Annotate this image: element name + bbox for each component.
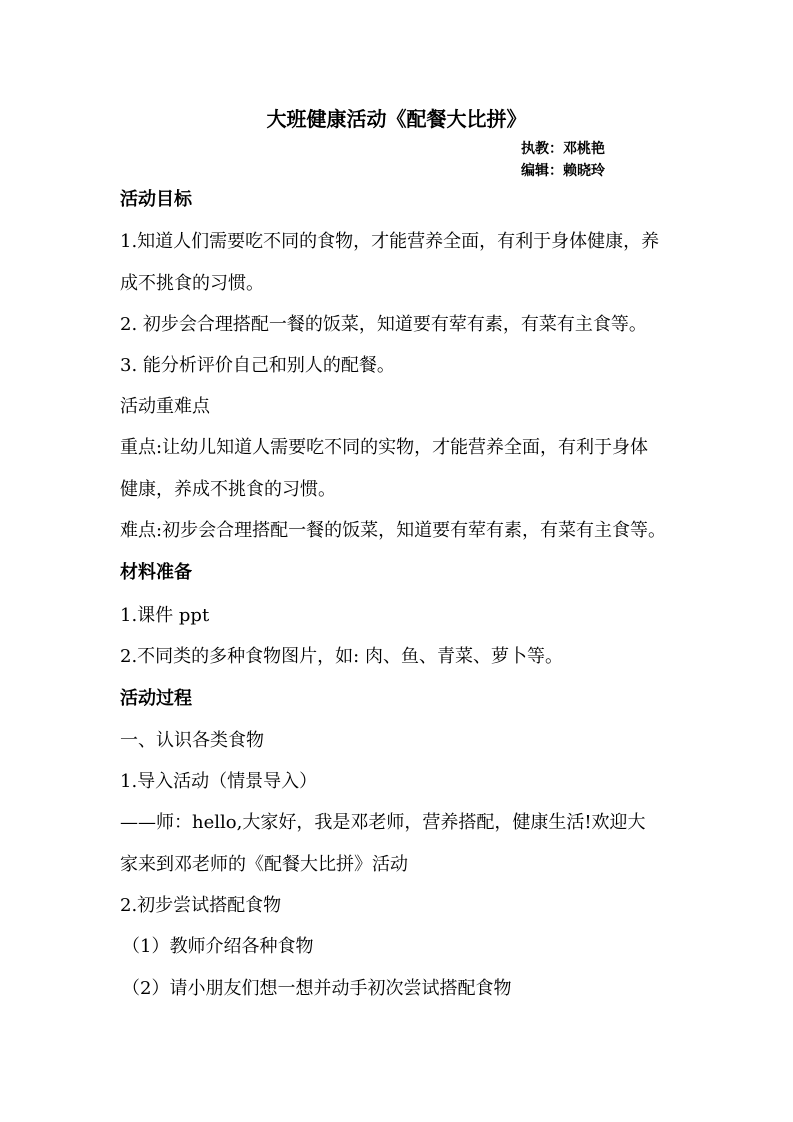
- key-point-line-2: 健康，养成不挑食的习惯。: [120, 479, 336, 500]
- material-2: 2.不同类的多种食物图片，如: 肉、鱼、青菜、萝卜等。: [120, 646, 563, 667]
- process-step-1-1: 1.导入活动（情景导入）: [120, 771, 318, 792]
- materials-heading: 材料准备: [120, 562, 192, 583]
- process-heading: 活动过程: [120, 688, 192, 709]
- editor-credit: 编辑：赖晓玲: [521, 163, 605, 179]
- key-point-line-1: 重点:让幼儿知道人需要吃不同的实物，才能营养全面，有利于身体: [120, 437, 649, 458]
- process-substep-2: （2）请小朋友们想一想并动手初次尝试搭配食物: [122, 978, 512, 999]
- key-points-heading: 活动重难点: [120, 396, 210, 417]
- process-step-1-2: 2.初步尝试搭配食物: [120, 895, 282, 916]
- goals-heading: 活动目标: [120, 189, 192, 210]
- goal-2: 2. 初步会合理搭配一餐的饭菜，知道要有荤有素，有菜有主食等。: [120, 314, 647, 335]
- material-1: 1.课件 ppt: [120, 605, 210, 626]
- difficulty: 难点:初步会合理搭配一餐的饭菜，知道要有荤有素，有菜有主食等。: [120, 520, 667, 541]
- process-substep-1: （1）教师介绍各种食物: [122, 936, 314, 957]
- teacher-credit: 执教：邓桃艳: [521, 141, 605, 157]
- document-title: 大班健康活动《配餐大比拼》: [266, 107, 527, 131]
- process-step-1: 一、认识各类食物: [120, 730, 264, 751]
- goal-1-line-1: 1.知道人们需要吃不同的食物，才能营养全面，有利于身体健康，养: [120, 231, 660, 252]
- teacher-dialogue-line-2: 家来到邓老师的《配餐大比拼》活动: [120, 854, 408, 875]
- goal-1-line-2: 成不挑食的习惯。: [120, 273, 264, 294]
- goal-3: 3. 能分析评价自己和别人的配餐。: [120, 355, 395, 376]
- teacher-dialogue-line-1: ——师：hello,大家好，我是邓老师，营养搭配，健康生活!欢迎大: [120, 812, 646, 833]
